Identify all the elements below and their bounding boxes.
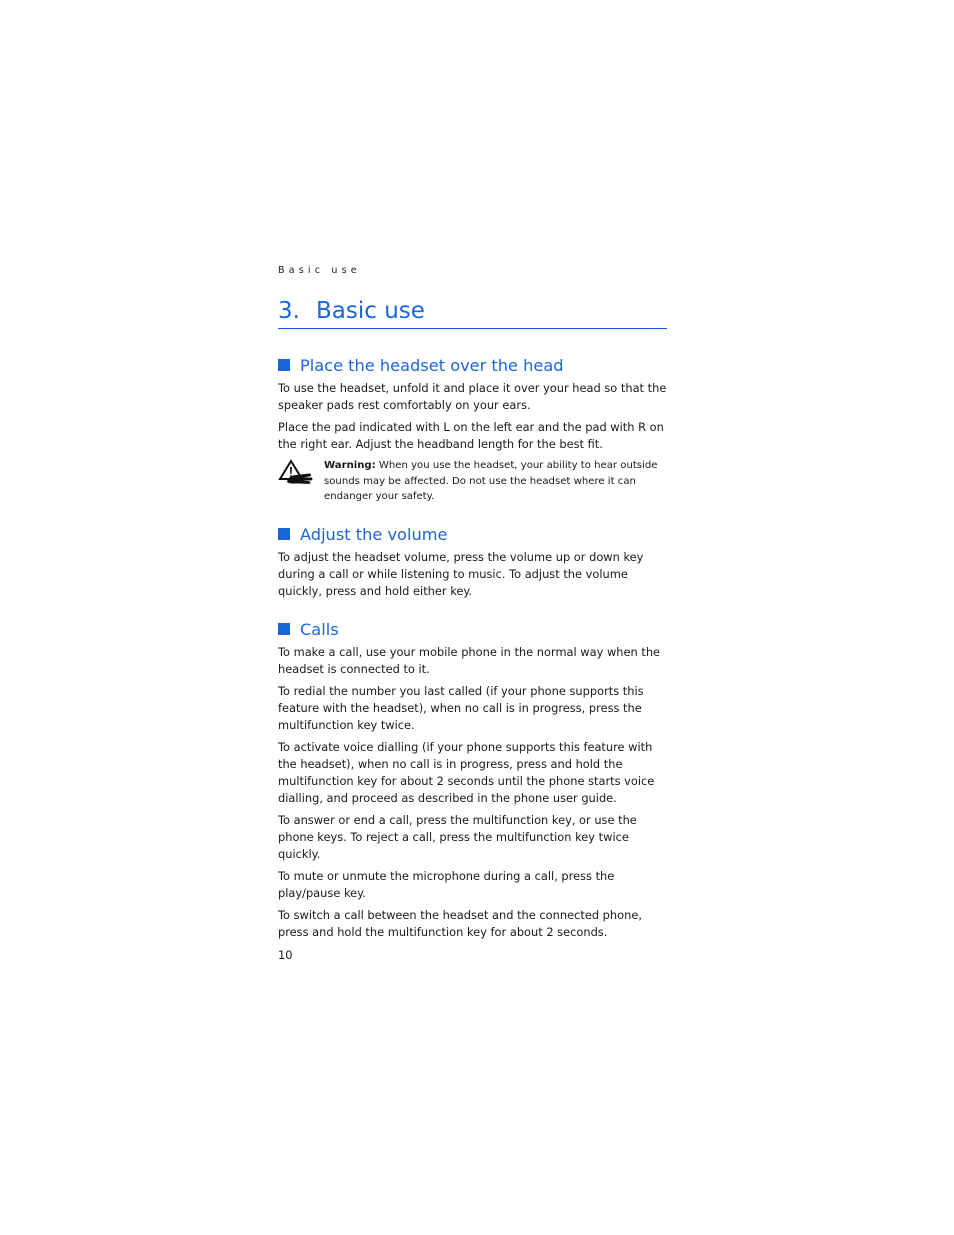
section-adjust-volume bbox=[278, 523, 667, 605]
section-heading bbox=[278, 618, 667, 640]
section-heading bbox=[278, 523, 667, 545]
paragraph: To answer or end a call, press the multifunction key, or use the phone keys. To reject a call, press the multifunction key twice quickly. bbox=[278, 813, 637, 861]
chapter-title bbox=[278, 296, 667, 329]
blue-square-icon bbox=[278, 528, 290, 540]
warning-text bbox=[324, 458, 667, 505]
warning-label: Warning: bbox=[324, 460, 376, 471]
paragraph: To adjust the headset volume, press the volume up or down key during a call or while listening to music. To adjust the volume quickly, press and hold either key. bbox=[278, 550, 644, 598]
paragraph: To switch a call between the headset and the connected phone, press and hold the multifunction key for about 2 seconds. bbox=[278, 908, 642, 939]
warning-note bbox=[278, 458, 667, 505]
section-heading-text: Adjust the volume bbox=[300, 524, 448, 544]
paragraph: To mute or unmute the microphone during a call, press the play/pause key. bbox=[278, 869, 615, 900]
paragraph: To make a call, use your mobile phone in the normal way when the headset is connected to it. bbox=[278, 645, 661, 676]
chapter-title-text: Basic use bbox=[316, 298, 425, 324]
section-calls bbox=[278, 618, 667, 946]
chapter-number: 3. bbox=[278, 298, 300, 324]
blue-square-icon bbox=[278, 623, 290, 635]
warning-hand-icon bbox=[278, 458, 314, 486]
section-place-headset bbox=[278, 354, 667, 505]
paragraph: To redial the number you last called (if your phone supports this feature with the headset), when no call is in progress, press the multifunction key twice. bbox=[278, 684, 644, 732]
page-number: 10 bbox=[278, 948, 293, 962]
paragraph: To use the headset, unfold it and place it over your head so that the speaker pads rest comfortably on your ears. bbox=[278, 381, 667, 412]
section-heading-text: Place the headset over the head bbox=[300, 355, 564, 375]
section-heading bbox=[278, 354, 667, 376]
running-header: Basic use bbox=[278, 265, 361, 276]
section-heading-text: Calls bbox=[300, 619, 339, 639]
blue-square-icon bbox=[278, 359, 290, 371]
paragraph: To activate voice dialling (if your phone supports this feature with the headset), when no call is in progress, press and hold the multifunction key for about 2 seconds until the phone starts voice dialling, and proceed as described in the phone user guide. bbox=[278, 740, 655, 805]
warning-body: When you use the headset, your ability to hear outside sounds may be affected. Do not use the headset where it can endanger your safety. bbox=[324, 460, 658, 502]
paragraph: Place the pad indicated with L on the left ear and the pad with R on the right ear. Adjust the headband length for the best fit. bbox=[278, 420, 664, 451]
